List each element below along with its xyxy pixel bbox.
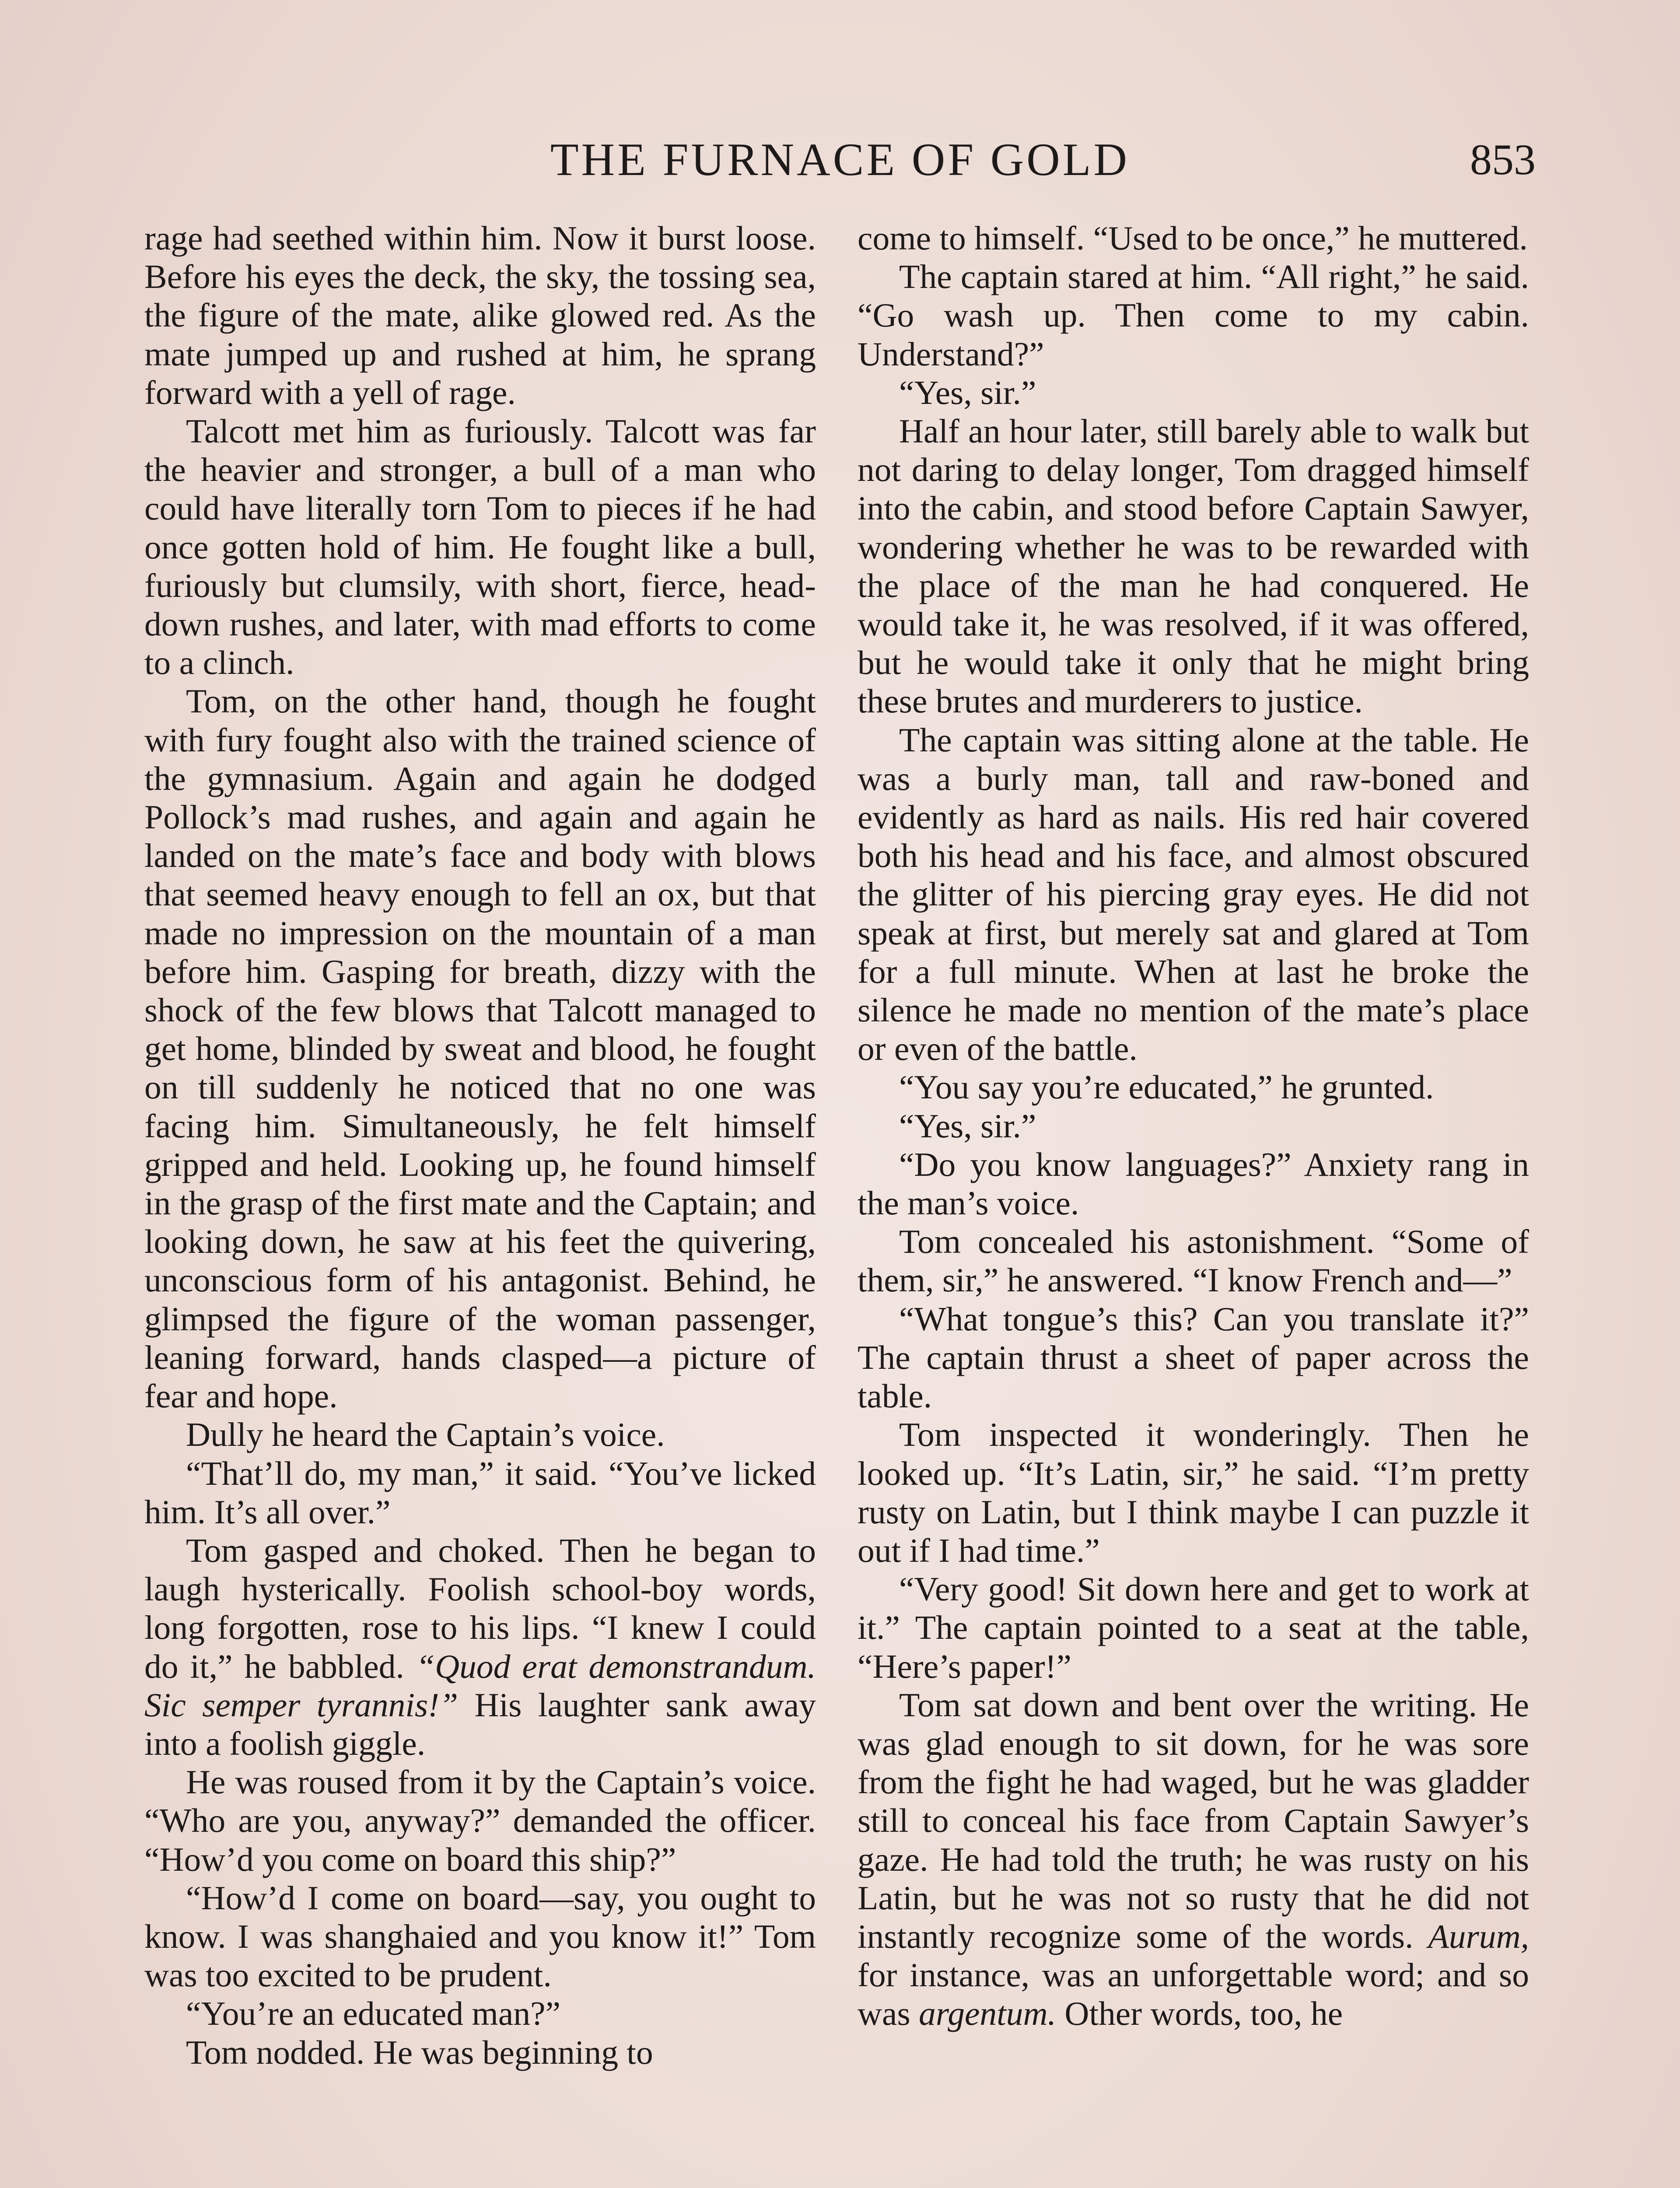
- paragraph-text: “Do you know languages?” Anxiety rang in the man’s voice.: [858, 1145, 1529, 1222]
- paragraph-text: “How’d I come on board—say, you ought to know. I was shanghaied and you know it!” Tom was too excited to be prudent.: [144, 1879, 816, 1994]
- paragraph-text: The captain was sitting alone at the table. He was a burly man, tall and raw-boned and evidently as hard as nails. His red hair covered both his head and his face, and almost obscured the glitter of his piercing gray eyes. He did not speak at first, but merely sat and glared at Tom for a full minute. When at last he broke the silence he made no mention of the mate’s place or even of the battle.: [858, 721, 1529, 1068]
- paragraph: [858, 1222, 1529, 1299]
- italic-phrase: argentum.: [919, 1995, 1057, 2033]
- paragraph: [858, 721, 1529, 1068]
- paragraph-text-continued: for instance, was an unforgettable word; and so was: [858, 1956, 1529, 2033]
- paragraph-text-continued: His laughter sank away into a foolish giggle.: [144, 1686, 816, 1762]
- paragraph-text: He was roused from it by the Captain’s voice. “Who are you, anyway?” demanded the officer. “How’d you come on board this ship?”: [144, 1763, 816, 1878]
- paragraph: [858, 412, 1529, 721]
- paragraph: [858, 1145, 1529, 1222]
- paragraph-text: Tom nodded. He was beginning to: [186, 2033, 653, 2071]
- paragraph: [144, 1879, 816, 1995]
- italic-phrase: Aurum,: [1428, 1917, 1529, 1955]
- paragraph: [858, 219, 1529, 257]
- paragraph-text: “You’re an educated man?”: [186, 1995, 561, 2033]
- paragraph: [144, 1454, 816, 1531]
- paragraph: [858, 1570, 1529, 1686]
- paragraph-text: “Very good! Sit down here and get to work at it.” The captain pointed to a seat at the table, “Here’s paper!”: [858, 1570, 1529, 1685]
- paragraph-text: Half an hour later, still barely able to walk but not daring to delay longer, Tom dragged himself into the cabin, and stood before Captain Sawyer, wondering whether he was to be rewarded with the place of the man he had conquered. He would take it, he was resolved, if it was offered, but he would take it only that he might bring these brutes and murderers to justice.: [858, 412, 1529, 720]
- paragraph: [858, 1107, 1529, 1145]
- paragraph: [858, 1415, 1529, 1570]
- italic-phrase: “Quod erat demonstrandum. Sic semper tyrannis!”: [144, 1647, 816, 1724]
- paragraph-text: “What tongue’s this? Can you translate it?” The captain thrust a sheet of paper across the table.: [858, 1300, 1529, 1415]
- paragraph: [858, 373, 1529, 412]
- paragraph-text: Tom concealed his astonishment. “Some of them, sir,” he answered. “I know French and—”: [858, 1223, 1529, 1299]
- paragraph-text: “Yes, sir.”: [899, 1107, 1036, 1145]
- paragraph-text: “You say you’re educated,” he grunted.: [899, 1068, 1434, 1106]
- right-text-column: [858, 219, 1529, 2033]
- paragraph-text: Tom sat down and bent over the writing. He was glad enough to sit down, for he was sore from the fight he had waged, but he was gladder still to conceal his face from Captain Sawyer’s gaze. He had told the truth; he was rusty on his Latin, but he was not so rusty that he did not instantly recognize some of the words.: [858, 1686, 1529, 1955]
- page-number: 853: [1470, 135, 1536, 184]
- page-title: THE FURNACE OF GOLD: [550, 134, 1130, 185]
- paragraph: [144, 1994, 816, 2033]
- paragraph: [858, 1300, 1529, 1416]
- paragraph: [858, 1686, 1529, 2033]
- paragraph: [144, 1415, 816, 1454]
- paragraph: [144, 682, 816, 1415]
- paragraph-text: Tom inspected it wonderingly. Then he looked up. “It’s Latin, sir,” he said. “I’m pretty rusty on Latin, but I think maybe I can puzzle it out if I had time.”: [858, 1416, 1529, 1569]
- paragraph-text-continued: Other words, too, he: [1056, 1995, 1343, 2033]
- paragraph: [144, 412, 816, 682]
- paragraph-text: “That’ll do, my man,” it said. “You’ve licked him. It’s all over.”: [144, 1454, 816, 1531]
- paragraph-text: Tom, on the other hand, though he fought with fury fought also with the trained science of the gymnasium. Again and again he dodged Pollock’s mad rushes, and again and again he landed on the mate’s face and body with blows that seemed heavy enough to fell an ox, but that made no impression on the mountain of a man before him. Gasping for breath, dizzy with the shock of the few blows that Talcott managed to get home, blinded by sweat and blood, he fought on till suddenly he noticed that no one was facing him. Simultaneously, he felt himself gripped and held. Looking up, he found himself in the grasp of the first mate and the Captain; and looking down, he saw at his feet the quivering, unconscious form of his antagonist. Behind, he glimpsed the figure of the woman passenger, leaning forward, hands clasped—a picture of fear and hope.: [144, 682, 816, 1415]
- paragraph: [858, 1068, 1529, 1106]
- paragraph-text: rage had seethed within him. Now it burst loose. Before his eyes the deck, the sky, the tossing sea, the figure of the mate, alike glowed red. As the mate jumped up and rushed at him, he sprang forward with a yell of rage.: [144, 219, 816, 411]
- paragraph: [144, 219, 816, 412]
- paragraph-text: “Yes, sir.”: [899, 373, 1036, 411]
- left-text-column: [144, 219, 816, 2072]
- paragraph-text: Talcott met him as furiously. Talcott was far the heavier and stronger, a bull of a man who could have literally torn Tom to pieces if he had once gotten hold of him. He fought like a bull, furiously but clumsily, with short, fierce, head-down rushes, and later, with mad efforts to come to a clinch.: [144, 412, 816, 682]
- paragraph-text: Dully he heard the Captain’s voice.: [186, 1416, 665, 1454]
- paragraph: [858, 257, 1529, 373]
- paragraph: [144, 1531, 816, 1763]
- paragraph: [144, 2033, 816, 2072]
- paragraph-text: Tom gasped and choked. Then he began to laugh hysterically. Foolish school-boy words, long forgotten, rose to his lips. “I knew I could do it,” he babbled.: [144, 1531, 816, 1685]
- paragraph-text: The captain stared at him. “All right,” he said. “Go wash up. Then come to my cabin. Understand?”: [858, 258, 1529, 373]
- paragraph: [144, 1763, 816, 1879]
- running-head: [144, 131, 1536, 188]
- paragraph-text: come to himself. “Used to be once,” he muttered.: [858, 219, 1528, 257]
